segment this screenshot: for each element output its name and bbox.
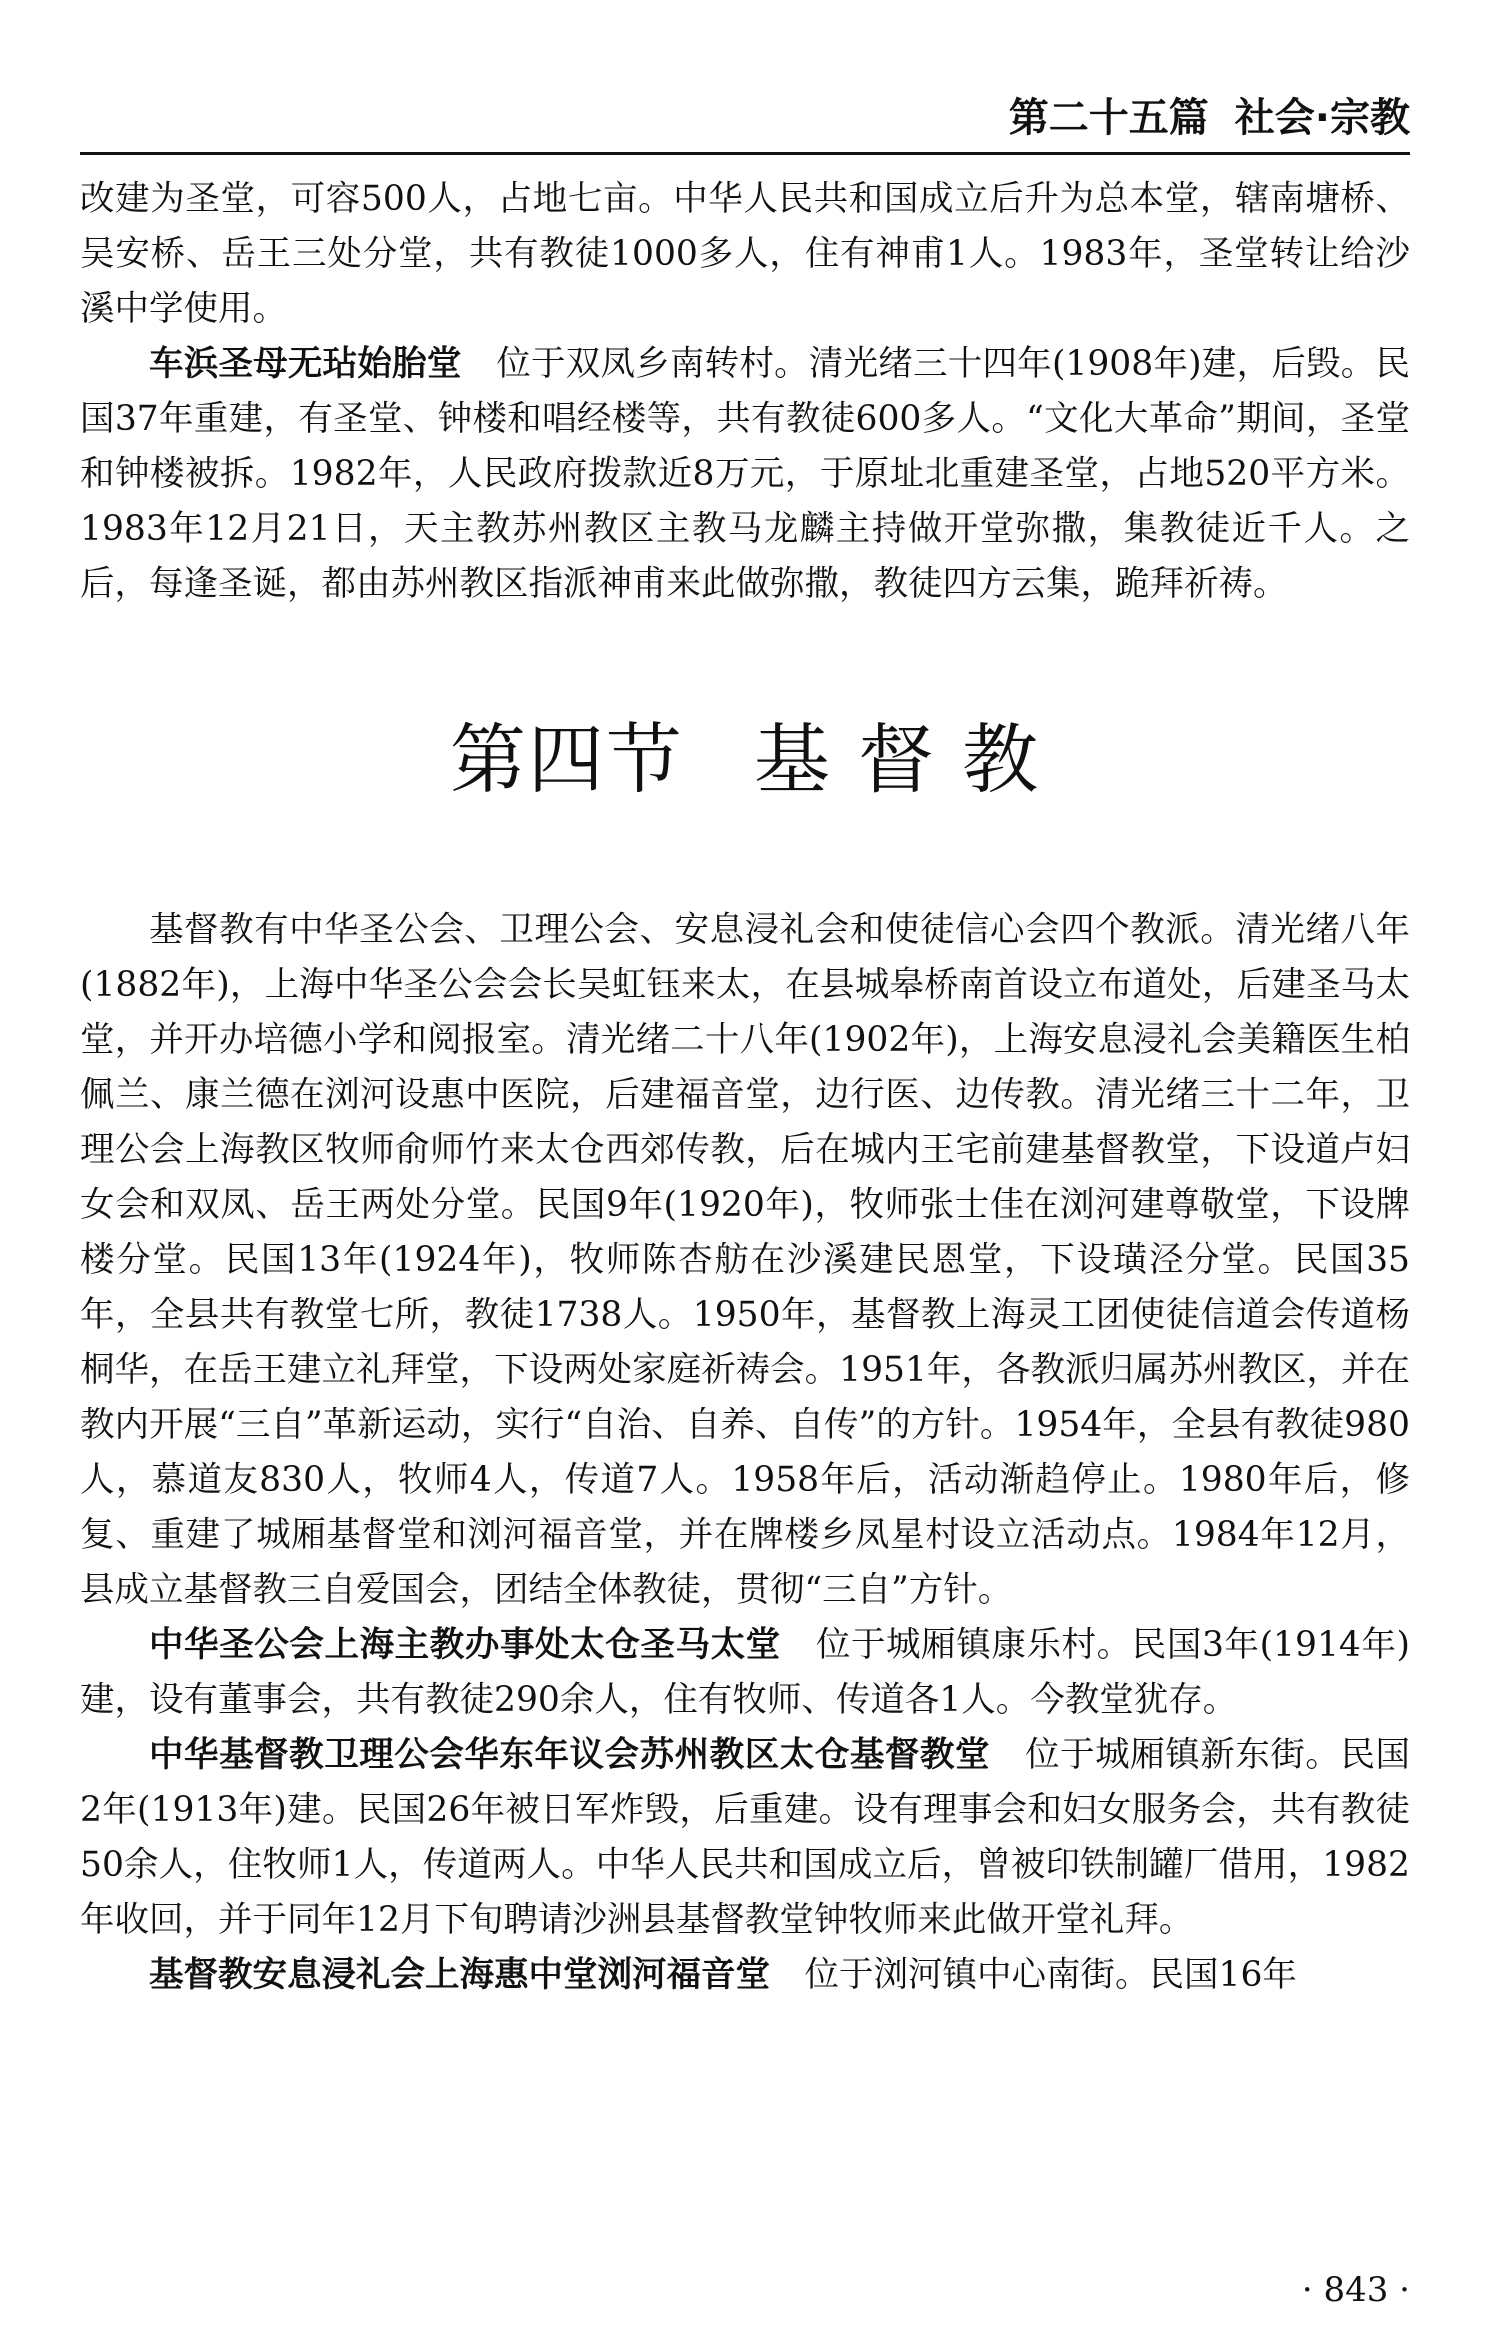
entry-shengmatai-name: 中华圣公会上海主教办事处太仓圣马太堂 <box>149 1625 781 1665</box>
page-number: · 843 · <box>1301 2270 1410 2310</box>
entry-shengmatai <box>80 1618 1410 1728</box>
entry-chebang-name: 车浜圣母无玷始胎堂 <box>149 344 462 384</box>
entry-fuyin-name: 基督教安息浸礼会上海惠中堂浏河福音堂 <box>149 1955 770 1995</box>
page-body <box>80 172 1410 2003</box>
overview-paragraph: 基督教有中华圣公会、卫理公会、安息浸礼会和使徒信心会四个教派。清光绪八年(1882年)，上海中华圣公会会长吴虹钰来太，在县城皋桥南首设立布道处，后建圣马太堂，并开办培德小学和阅报室。清光绪二十八年(1902年)，上海安息浸礼会美籍医生柏佩兰、康兰德在浏河设惠中医院，后建福音堂，边行医、边传教。清光绪三十二年，卫理公会上海教区牧师俞师竹来太仓西郊传教，后在城内王宅前建基督教堂，下设道卢妇女会和双凤、岳王两处分堂。民国9年(1920年)，牧师张士佳在浏河建尊敬堂，下设牌楼分堂。民国13年(1924年)，牧师陈杏舫在沙溪建民恩堂，下设璜泾分堂。民国35年，全县共有教堂七所，教徒1738人。1950年，基督教上海灵工团使徒信道会传道杨桐华，在岳王建立礼拜堂，下设两处家庭祈祷会。1951年，各教派归属苏州教区，并在教内开展“三自”革新运动，实行“自治、自养、自传”的方针。1954年，全县有教徒980人，慕道友830人，牧师4人，传道7人。1958年后，活动渐趋停止。1980年后，修复、重建了城厢基督堂和浏河福音堂，并在牌楼乡凤星村设立活动点。1984年12月，县成立基督教三自爱国会，团结全体教徒，贯彻“三自”方针。 <box>80 910 1410 1610</box>
entry-chebang <box>80 337 1410 612</box>
section-number: 第四节 <box>449 715 684 804</box>
entry-chebang-text: 位于双凤乡南转村。清光绪三十四年(1908年)建，后毁。民国37年重建，有圣堂、钟楼和唱经楼等，共有教徒600多人。“文化大革命”期间，圣堂和钟楼被拆。1982年，人民政府拨款近8万元，于原址北重建圣堂，占地520平方米。1983年12月21日，天主教苏州教区主教马龙麟主持做开堂弥撒，集教徒近千人。之后，每逢圣诞，都由苏州教区指派神甫来此做弥撒，教徒四方云集，跪拜祈祷。 <box>80 344 1411 604</box>
running-header <box>80 88 1410 148</box>
section-title-text: 基 督 教 <box>753 715 1041 804</box>
header-topic: 社会·宗教 <box>1234 95 1410 141</box>
entry-fuyin-text: 位于浏河镇中心南街。民国16年 <box>804 1955 1297 1995</box>
intro-paragraph: 改建为圣堂，可容500人，占地七亩。中华人民共和国成立后升为总本堂，辖南塘桥、吴安桥、岳王三处分堂，共有教徒1000多人，住有神甫1人。1983年，圣堂转让给沙溪中学使用。 <box>80 179 1410 329</box>
entry-shengmatai-text: 位于城厢镇康乐村。民国3年(1914年)建，设有董事会，共有教徒290余人，住有牧师、传道各1人。今教堂犹存。 <box>80 1625 1410 1720</box>
entry-weili <box>80 1728 1410 1948</box>
entry-fuyin <box>80 1948 1410 2003</box>
entry-weili-text: 位于城厢镇新东街。民国2年(1913年)建。民国26年被日军炸毁，后重建。设有理事会和妇女服务会，共有教徒50余人，住牧师1人，传道两人。中华人民共和国成立后，曾被印铁制罐厂借用，1982年收回，并于同年12月下旬聘请沙洲县基督教堂钟牧师来此做开堂礼拜。 <box>80 1735 1411 1940</box>
header-rule <box>80 152 1410 155</box>
section-heading <box>80 710 1410 810</box>
entry-weili-name: 中华基督教卫理公会华东年议会苏州教区太仓基督教堂 <box>149 1735 991 1775</box>
header-part: 第二十五篇 <box>1008 95 1209 141</box>
